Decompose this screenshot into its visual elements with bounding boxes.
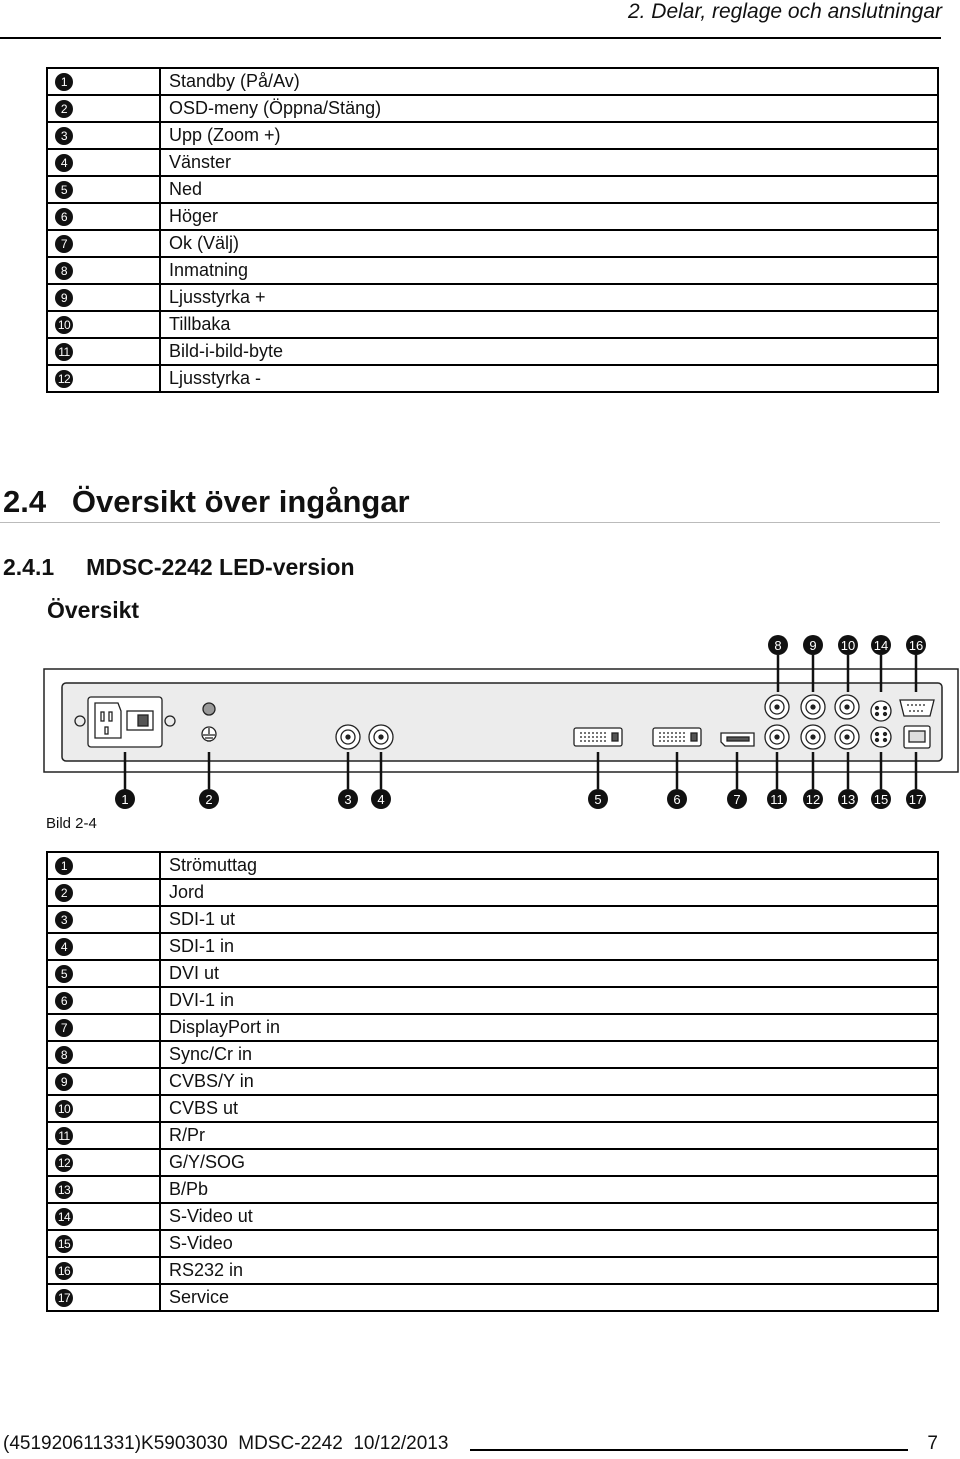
header-rule [0,37,941,39]
legend-row [47,122,938,149]
number-badge: 1 [55,73,73,91]
callout-number: 12 [805,792,821,807]
callout-number: 13 [840,792,856,807]
number-badge: 13 [55,1181,73,1199]
callout-number: 1 [121,792,129,807]
rear-panel [44,669,958,772]
running-header: 2. Delar, reglage och anslutningar [627,0,942,23]
legend-number-cell [47,149,160,176]
legend-label: CVBS ut [160,1095,938,1122]
callout-number: 14 [873,638,889,653]
legend-number-cell [47,1122,160,1149]
legend-number-cell [47,933,160,960]
legend-label: Service [160,1284,938,1311]
legend-label: G/Y/SOG [160,1149,938,1176]
legend-label: Ned [160,176,938,203]
section-title: 2.4 Översikt över ingångar [3,484,410,519]
number-badge: 16 [55,1262,73,1280]
number-badge: 5 [55,965,73,983]
callout-number: 3 [344,792,352,807]
number-badge: 3 [55,127,73,145]
legend-row [47,987,938,1014]
footer-doc-reference: (451920611331)K5903030 MDSC-2242 10/12/2013 [3,1433,449,1454]
callout-number: 2 [205,792,213,807]
legend-label: Standby (På/Av) [160,68,938,95]
legend-row [47,1230,938,1257]
legend-number-cell [47,311,160,338]
legend-label: DVI-1 in [160,987,938,1014]
legend-row [47,1257,938,1284]
rs232-port-icon [900,700,934,716]
legend-label: DVI ut [160,960,938,987]
legend-label: R/Pr [160,1122,938,1149]
callout-number: 17 [908,792,924,807]
legend-number-cell [47,1068,160,1095]
legend-number-cell [47,1203,160,1230]
legend-label: Ljusstyrka - [160,365,938,392]
number-badge: 7 [55,235,73,253]
legend-row [47,149,938,176]
legend-row [47,230,938,257]
legend-label: Ljusstyrka + [160,284,938,311]
legend-label: S-Video [160,1230,938,1257]
legend-label: Upp (Zoom +) [160,122,938,149]
legend-label: CVBS/Y in [160,1068,938,1095]
number-badge: 8 [55,262,73,280]
number-badge: 9 [55,289,73,307]
number-badge: 11 [55,343,73,361]
legend-label: Jord [160,879,938,906]
legend-row [47,311,938,338]
number-badge: 6 [55,992,73,1010]
number-badge: 14 [55,1208,73,1226]
number-badge: 8 [55,1046,73,1064]
legend-number-cell [47,852,160,879]
legend-row [47,284,938,311]
bottom-callout-group [115,789,926,809]
legend-number-cell [47,365,160,392]
legend-label: DisplayPort in [160,1014,938,1041]
callout-number: 15 [873,792,889,807]
legend-number-cell [47,338,160,365]
legend-number-cell [47,1095,160,1122]
legend-number-cell [47,906,160,933]
number-badge: 2 [55,884,73,902]
legend-number-cell [47,987,160,1014]
legend-number-cell [47,1176,160,1203]
number-badge: 15 [55,1235,73,1253]
legend-row [47,257,938,284]
legend-number-cell [47,1014,160,1041]
number-badge: 17 [55,1289,73,1307]
legend-number-cell [47,960,160,987]
callout-number: 4 [377,792,385,807]
number-badge: 6 [55,208,73,226]
footer-rule [470,1449,908,1451]
connectors-legend-table [46,851,939,1312]
legend-number-cell [47,230,160,257]
legend-row [47,203,938,230]
legend-row [47,1095,938,1122]
legend-row [47,879,938,906]
callout-number: 6 [673,792,681,807]
callout-number: 8 [774,638,782,653]
legend-number-cell [47,95,160,122]
number-badge: 9 [55,1073,73,1091]
legend-row [47,1176,938,1203]
legend-label: OSD-meny (Öppna/Stäng) [160,95,938,122]
number-badge: 7 [55,1019,73,1037]
callout-number: 11 [770,792,784,807]
controls-legend-table [46,67,939,393]
legend-row [47,1041,938,1068]
legend-number-cell [47,68,160,95]
top-callout-group [768,635,926,655]
legend-label: SDI-1 in [160,933,938,960]
callout-number: 16 [908,638,924,653]
section-rule [0,522,940,523]
legend-number-cell [47,203,160,230]
page-number: 7 [927,1433,938,1454]
number-badge: 4 [55,938,73,956]
number-badge: 10 [55,316,73,334]
callout-number: 5 [594,792,602,807]
legend-row [47,338,938,365]
legend-label: B/Pb [160,1176,938,1203]
legend-label: Vänster [160,149,938,176]
legend-row [47,1149,938,1176]
legend-row [47,176,938,203]
callout-number: 10 [840,638,856,653]
legend-label: Ok (Välj) [160,230,938,257]
legend-row [47,68,938,95]
legend-number-cell [47,1284,160,1311]
legend-label: Tillbaka [160,311,938,338]
overview-heading: Översikt [47,597,140,623]
subsection-title: 2.4.1 MDSC-2242 LED-version [3,554,355,580]
number-badge: 1 [55,857,73,875]
legend-row [47,1014,938,1041]
legend-label: Strömuttag [160,852,938,879]
legend-number-cell [47,284,160,311]
number-badge: 2 [55,100,73,118]
number-badge: 12 [55,1154,73,1172]
legend-number-cell [47,1230,160,1257]
displayport-icon [721,733,754,746]
number-badge: 5 [55,181,73,199]
callout-number: 9 [809,638,817,653]
legend-number-cell [47,1041,160,1068]
legend-row [47,1068,938,1095]
number-badge: 11 [55,1127,73,1145]
legend-row [47,95,938,122]
legend-row [47,960,938,987]
legend-label: SDI-1 ut [160,906,938,933]
power-inlet-icon [75,697,175,747]
legend-label: RS232 in [160,1257,938,1284]
number-badge: 10 [55,1100,73,1118]
legend-number-cell [47,1149,160,1176]
legend-number-cell [47,1257,160,1284]
legend-number-cell [47,122,160,149]
number-badge: 12 [55,370,73,388]
legend-row [47,906,938,933]
legend-number-cell [47,257,160,284]
number-badge: 4 [55,154,73,172]
legend-number-cell [47,879,160,906]
legend-label: Sync/Cr in [160,1041,938,1068]
legend-label: S-Video ut [160,1203,938,1230]
legend-row [47,1203,938,1230]
legend-label: Inmatning [160,257,938,284]
figure-label: Bild 2-4 [46,815,97,832]
service-port-icon [904,726,930,748]
legend-row [47,1284,938,1311]
legend-label: Bild-i-bild-byte [160,338,938,365]
legend-label: Höger [160,203,938,230]
legend-row [47,933,938,960]
legend-row [47,852,938,879]
number-badge: 3 [55,911,73,929]
legend-row [47,365,938,392]
callout-number: 7 [733,792,741,807]
legend-row [47,1122,938,1149]
legend-number-cell [47,176,160,203]
connector-panel-diagram [0,620,960,820]
